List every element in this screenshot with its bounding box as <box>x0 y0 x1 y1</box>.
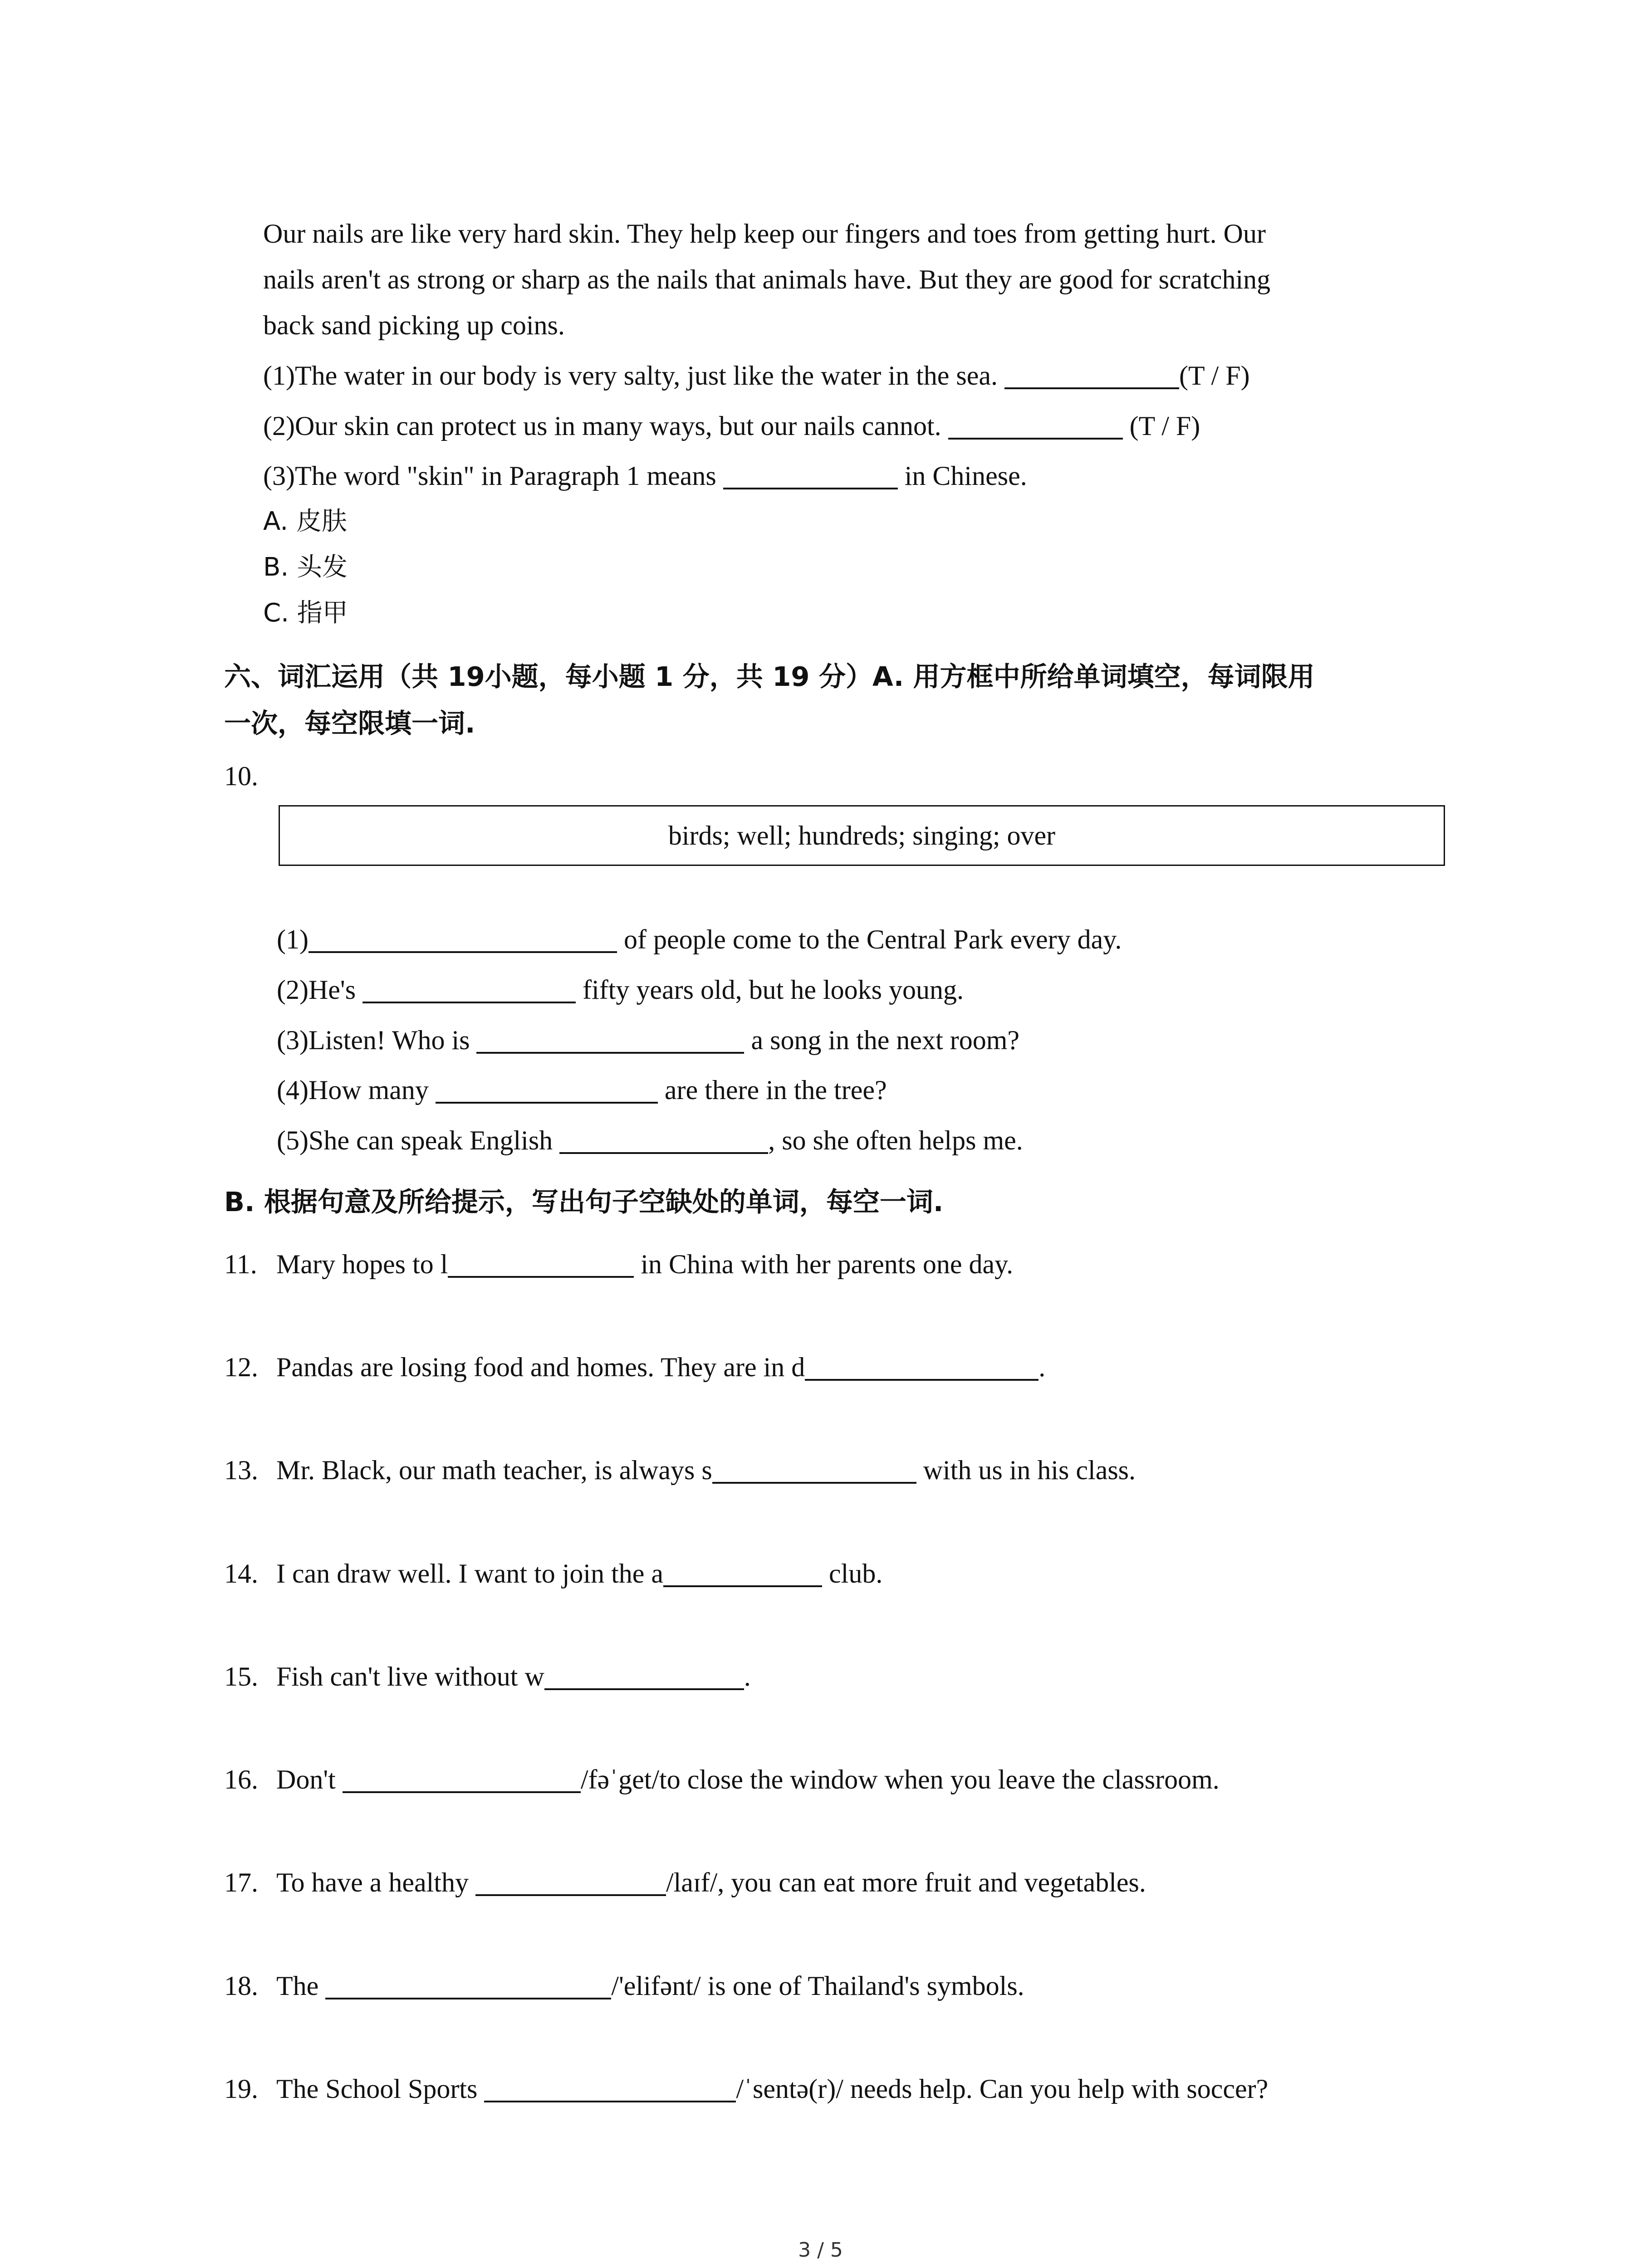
question-text: (3)The word "skin" in Paragraph 1 means <box>263 461 716 491</box>
question-text: Fish can't live without w <box>276 1662 544 1691</box>
answer-blank[interactable] <box>362 974 576 1003</box>
section-b-heading: B. 根据句意及所给提示，写出句子空缺处的单词，每空一词. <box>224 1186 944 1217</box>
item-text-after: are there in the tree? <box>664 1075 887 1105</box>
question-18 <box>224 1970 1024 2002</box>
paragraph-line-3: back sand picking up coins. <box>263 310 565 340</box>
paragraph-line-2: nails aren't as strong or sharp as the nails that animals have. But they are good for scratching <box>263 264 1271 294</box>
option-b: B. 头发 <box>263 552 348 582</box>
question-14 <box>224 1557 882 1590</box>
answer-blank[interactable] <box>1004 360 1179 389</box>
answer-blank[interactable] <box>436 1075 658 1104</box>
question-text-after: . <box>744 1662 751 1691</box>
question-text-after: /ˈsentə(r)/ needs help. Can you help with soccer? <box>736 2074 1269 2104</box>
answer-blank[interactable] <box>448 1249 634 1278</box>
question-text-after: /fəˈget/to close the window when you leave the classroom. <box>580 1765 1220 1794</box>
question-text: Pandas are losing food and homes. They are in d <box>276 1352 805 1382</box>
question-text-after: (T / F) <box>1129 411 1200 441</box>
word-box <box>279 805 1445 866</box>
item-text-after: fifty years old, but he looks young. <box>583 975 964 1005</box>
answer-blank[interactable] <box>544 1661 744 1690</box>
reading-question-2 <box>263 410 1200 442</box>
question-text: Mary hopes to l <box>276 1249 448 1279</box>
question-text: Don't <box>276 1765 336 1794</box>
option-c: C. 指甲 <box>263 598 348 628</box>
question-text-after: . <box>1038 1352 1046 1382</box>
fill-item-2 <box>277 973 964 1006</box>
question-text: The School Sports <box>276 2074 478 2104</box>
answer-blank[interactable] <box>663 1558 822 1587</box>
item-text-after: of people come to the Central Park every day. <box>623 924 1122 954</box>
question-number: 10. <box>224 761 258 791</box>
reading-question-3 <box>263 459 1027 492</box>
answer-blank[interactable] <box>723 460 898 489</box>
question-text-after: club. <box>829 1559 883 1589</box>
answer-blank[interactable] <box>948 411 1123 440</box>
question-number: 11. <box>224 1249 257 1279</box>
question-16 <box>224 1763 1220 1796</box>
page-number: 3 / 5 <box>798 2239 843 2262</box>
question-number: 19. <box>224 2074 258 2104</box>
question-11 <box>224 1248 1013 1281</box>
answer-blank[interactable] <box>343 1764 581 1793</box>
answer-blank[interactable] <box>325 1970 611 1999</box>
question-text-after: in China with her parents one day. <box>641 1249 1014 1279</box>
option-a: A. 皮肤 <box>263 507 347 536</box>
question-number: 12. <box>224 1352 258 1382</box>
question-text: (1)The water in our body is very salty, just like the water in the sea. <box>263 361 998 391</box>
question-number: 13. <box>224 1455 258 1485</box>
item-text: (2)He's <box>277 975 356 1005</box>
item-text: (4)How many <box>277 1075 429 1105</box>
item-text: (1) <box>277 924 309 954</box>
question-number: 17. <box>224 1867 258 1897</box>
answer-blank[interactable] <box>805 1352 1038 1381</box>
question-text: To have a healthy <box>276 1867 469 1897</box>
fill-item-1 <box>277 923 1122 956</box>
question-text-after: /laɪf/, you can eat more fruit and vegetables. <box>666 1867 1146 1897</box>
question-19 <box>224 2072 1268 2105</box>
question-text: The <box>276 1971 319 2001</box>
question-number: 18. <box>224 1971 258 2001</box>
question-text: Mr. Black, our math teacher, is always s <box>276 1455 712 1485</box>
answer-blank[interactable] <box>476 1025 744 1054</box>
question-number: 14. <box>224 1559 258 1589</box>
section-heading-line-2: 一次，每空限填一词. <box>224 708 475 739</box>
question-text-after: with us in his class. <box>923 1455 1136 1485</box>
section-heading-line-1: 六、词汇运用（共 19小题，每小题 1 分，共 19 分）A. 用方框中所给单词填空，每词限用 <box>224 661 1315 692</box>
question-number: 15. <box>224 1662 258 1691</box>
answer-blank[interactable] <box>475 1867 666 1896</box>
question-text: I can draw well. I want to join the a <box>276 1559 664 1589</box>
fill-item-5 <box>277 1124 1023 1157</box>
answer-blank[interactable] <box>484 2073 736 2102</box>
fill-item-3 <box>277 1024 1019 1056</box>
paragraph-line-1: Our nails are like very hard skin. They help keep our fingers and toes from getting hurt. Our <box>263 219 1266 249</box>
item-text-after: a song in the next room? <box>751 1025 1020 1055</box>
word-box-text: birds; well; hundreds; singing; over <box>668 820 1056 850</box>
answer-blank[interactable] <box>559 1125 768 1154</box>
question-text: (2)Our skin can protect us in many ways, but our nails cannot. <box>263 411 941 441</box>
item-text-after: , so she often helps me. <box>768 1125 1023 1155</box>
question-text-after: in Chinese. <box>904 461 1027 491</box>
item-text: (3)Listen! Who is <box>277 1025 470 1055</box>
question-text-after: /'elifənt/ is one of Thailand's symbols. <box>611 1971 1024 2001</box>
question-13 <box>224 1454 1136 1486</box>
question-15 <box>224 1660 751 1693</box>
item-text: (5)She can speak English <box>277 1125 553 1155</box>
reading-question-1 <box>263 359 1250 392</box>
question-number: 16. <box>224 1765 258 1794</box>
question-text-after: (T / F) <box>1179 361 1250 391</box>
answer-blank[interactable] <box>309 924 617 953</box>
fill-item-4 <box>277 1074 887 1106</box>
question-12 <box>224 1351 1045 1383</box>
question-17 <box>224 1866 1146 1899</box>
answer-blank[interactable] <box>712 1455 916 1484</box>
